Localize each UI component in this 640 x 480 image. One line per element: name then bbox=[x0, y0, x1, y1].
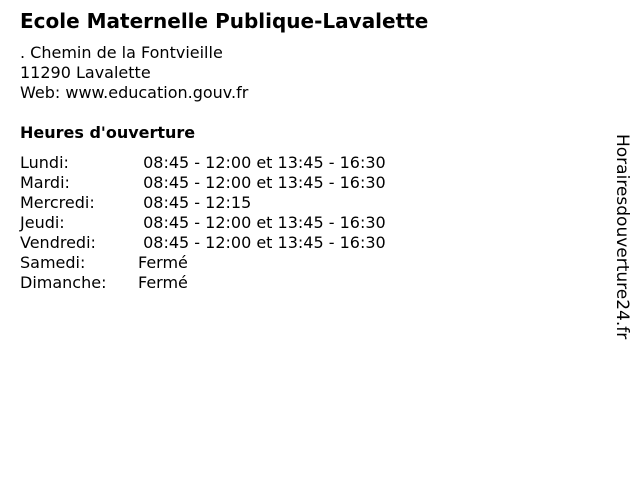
hours-row-wednesday bbox=[20, 193, 386, 213]
hours-row-sunday bbox=[20, 273, 386, 293]
time-value: 08:45 - 12:00 et 13:45 - 16:30 bbox=[138, 153, 386, 172]
opening-hours-table bbox=[20, 153, 386, 293]
day-label: Samedi: bbox=[20, 253, 86, 272]
hours-row-monday bbox=[20, 153, 386, 173]
hours-heading: Heures d'ouverture bbox=[20, 123, 196, 142]
day-label: Lundi: bbox=[20, 153, 69, 172]
hours-row-thursday bbox=[20, 213, 386, 233]
website-text: Web: www.education.gouv.fr bbox=[20, 83, 249, 102]
hours-row-saturday bbox=[20, 253, 386, 273]
address-street: . Chemin de la Fontvieille bbox=[20, 43, 223, 62]
time-value: 08:45 - 12:15 bbox=[138, 193, 252, 212]
address-city: 11290 Lavalette bbox=[20, 63, 151, 82]
hours-row-friday bbox=[20, 233, 386, 253]
time-value: 08:45 - 12:00 et 13:45 - 16:30 bbox=[138, 213, 386, 232]
page-title: Ecole Maternelle Publique-Lavalette bbox=[20, 9, 429, 33]
day-label: Dimanche: bbox=[20, 273, 107, 292]
hours-row-tuesday bbox=[20, 173, 386, 193]
day-label: Jeudi: bbox=[20, 213, 65, 232]
day-label: Mardi: bbox=[20, 173, 70, 192]
time-value: 08:45 - 12:00 et 13:45 - 16:30 bbox=[138, 173, 386, 192]
time-value: Fermé bbox=[138, 273, 188, 292]
watermark-text: Horairesdouverture24.fr bbox=[612, 134, 632, 340]
time-value: 08:45 - 12:00 et 13:45 - 16:30 bbox=[138, 233, 386, 252]
day-label: Vendredi: bbox=[20, 233, 96, 252]
address-block bbox=[20, 43, 248, 103]
time-value: Fermé bbox=[138, 253, 188, 272]
day-label: Mercredi: bbox=[20, 193, 95, 212]
site-watermark bbox=[612, 134, 632, 344]
